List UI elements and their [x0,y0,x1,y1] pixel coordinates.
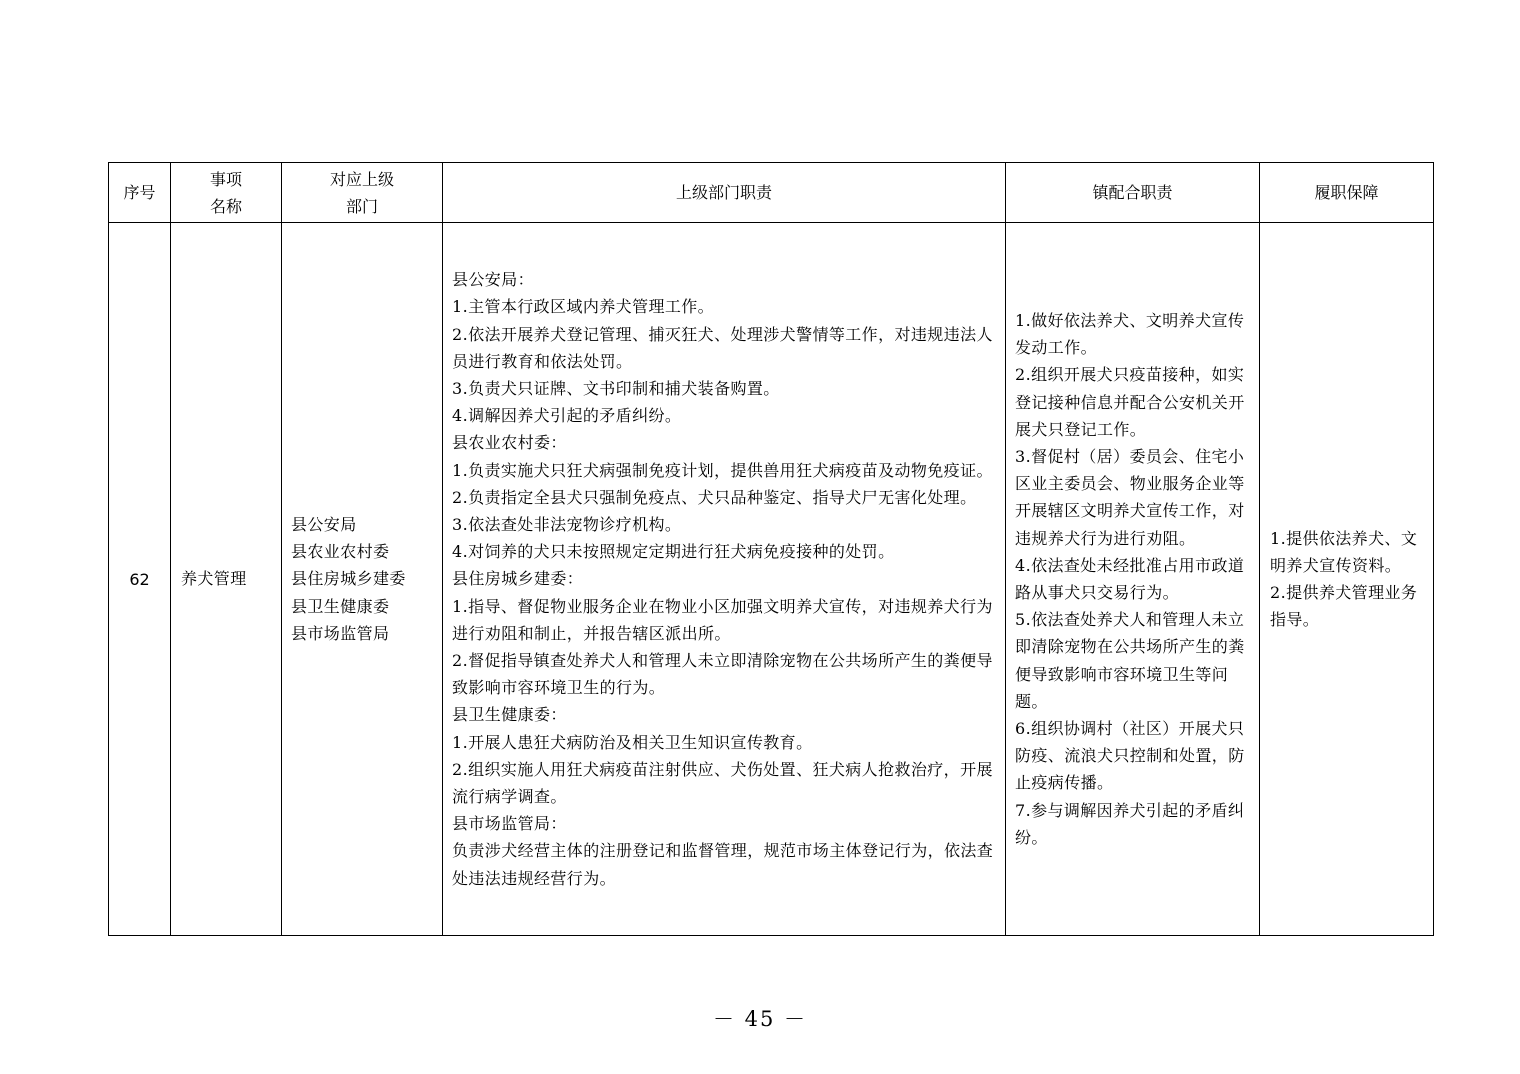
duty-line: 县公安局： [452,270,535,290]
guarantee-line: 1.提供依法养犬、文明养犬宣传资料。 [1270,528,1418,575]
header-item-name-line2: 名称 [209,196,242,216]
cell-guarantee [1260,223,1434,936]
duty-line: 县住房城乡建委： [452,569,584,589]
duty-line: 县农业农村委： [452,433,567,453]
duty-line: 1.主管本行政区域内养犬管理工作。 [452,297,715,317]
header-dept-line1: 对应上级 [329,169,394,189]
duty-line: 2.负责指定全县犬只强制免疫点、犬只品种鉴定、指导犬尸无害化处理。 [452,487,977,507]
duty-line: 4.调解因养犬引起的矛盾纠纷。 [452,406,682,426]
town-duty-line: 4.依法查处未经批准占用市政道路从事犬只交易行为。 [1015,555,1245,602]
duty-line: 1.指导、督促物业服务企业在物业小区加强文明养犬宣传，对违规养犬行为进行劝阻和制止，并报告辖区派出所。 [452,596,993,643]
duty-table [108,162,1434,936]
header-item-name [171,163,282,223]
duty-line: 县卫生健康委： [452,705,567,725]
cell-item-name: 养犬管理 [171,223,282,936]
header-guarantee: 履职保障 [1260,163,1434,223]
town-duty-line: 5.依法查处养犬人和管理人未立即清除宠物在公共场所产生的粪便导致影响市容环境卫生等问题。 [1015,610,1245,711]
town-duty-line: 6.组织协调村（社区）开展犬只防疫、流浪犬只控制和处置，防止疫病传播。 [1015,719,1245,793]
header-dept [282,163,443,223]
duty-line: 1.负责实施犬只狂犬病强制免疫计划，提供兽用狂犬病疫苗及动物免疫证。 [452,460,993,480]
header-upper-duty: 上级部门职责 [443,163,1006,223]
dept-line: 县公安局 [291,514,357,534]
duty-line: 2.组织实施人用狂犬病疫苗注射供应、犬伤处置、狂犬病人抢救治疗，开展流行病学调查。 [452,759,993,807]
page-number: － 45 － [712,1007,808,1031]
duty-line: 2.督促指导镇查处养犬人和管理人未立即清除宠物在公共场所产生的粪便导致影响市容环境卫生的行为。 [452,651,993,698]
town-duty-line: 7.参与调解因养犬引起的矛盾纠纷。 [1015,800,1245,847]
header-dept-line2: 部门 [345,196,378,216]
cell-upper-duty [443,223,1006,936]
header-town-duty: 镇配合职责 [1006,163,1260,223]
duty-line: 县市场监管局： [452,814,567,834]
header-item-name-line1: 事项 [209,169,242,189]
town-duty-line: 2.组织开展犬只疫苗接种，如实登记接种信息并配合公安机关开展犬只登记工作。 [1015,365,1245,439]
dept-line: 县卫生健康委 [291,596,390,616]
table-row [109,223,1434,936]
cell-dept [282,223,443,936]
cell-town-duty [1006,223,1260,936]
cell-seq: 62 [109,223,171,936]
duty-line: 3.依法查处非法宠物诊疗机构。 [452,514,682,534]
duty-line: 3.负责犬只证牌、文书印制和捕犬装备购置。 [452,378,780,398]
duty-line: 负责涉犬经营主体的注册登记和监督管理，规范市场主体登记行为，依法查处违法违规经营行为。 [452,841,994,888]
duty-line: 1.开展人患狂犬病防治及相关卫生知识宣传教育。 [452,732,813,752]
dept-line: 县农业农村委 [291,542,390,562]
town-duty-line: 1.做好依法养犬、文明养犬宣传发动工作。 [1015,310,1245,358]
town-duty-line: 3.督促村（居）委员会、住宅小区业主委员会、物业服务企业等开展辖区文明养犬宣传工作，对违规养犬行为进行劝阻。 [1015,446,1245,548]
duty-line: 2.依法开展养犬登记管理、捕灭狂犬、处理涉犬警情等工作，对违规违法人员进行教育和依法处罚。 [452,324,993,371]
dept-line: 县市场监管局 [291,623,390,643]
duty-line: 4.对饲养的犬只未按照规定定期进行狂犬病免疫接种的处罚。 [452,542,895,562]
guarantee-line: 2.提供养犬管理业务指导。 [1270,583,1418,630]
header-seq: 序号 [109,163,171,223]
table-header-row [109,163,1434,223]
dept-line: 县住房城乡建委 [291,569,406,589]
